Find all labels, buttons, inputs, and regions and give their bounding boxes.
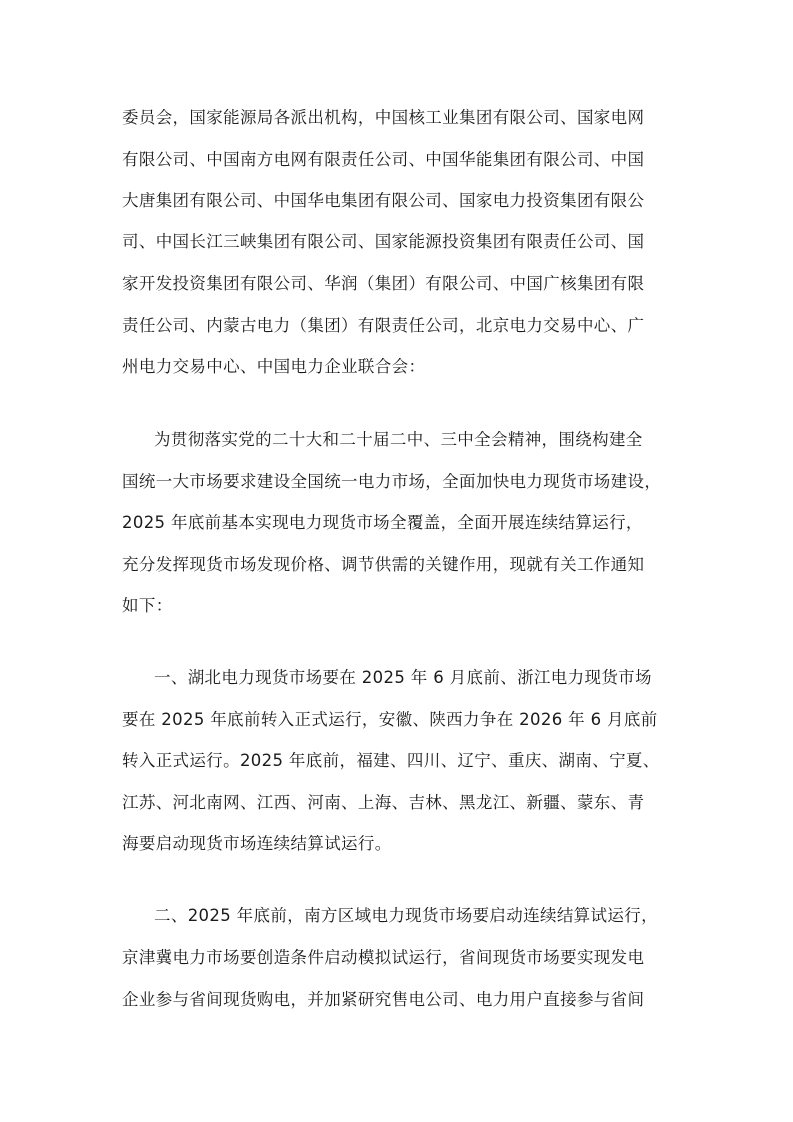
paragraph-line: 州电力交易中心、中国电力企业联合会：	[122, 357, 426, 376]
paragraph-line: 海要启动现货市场连续结算试运行。	[122, 834, 392, 853]
paragraph-line: 大唐集团有限公司、中国华电集团有限公司、国家电力投资集团有限公	[122, 191, 645, 210]
paragraph-line: 要在 2025 年底前转入正式运行，安徽、陕西力争在 2026 年 6 月底前	[122, 710, 658, 729]
paragraph-line: 为贯彻落实党的二十大和二十届二中、三中全会精神，围绕构建全	[154, 430, 643, 449]
paragraph-line: 江苏、河北南网、江西、河南、上海、吉林、黑龙江、新疆、蒙东、青	[122, 793, 645, 812]
paragraph-line: 京津冀电力市场要创造条件启动模拟试运行，省间现货市场要实现发电	[122, 948, 645, 967]
paragraph-line: 家开发投资集团有限公司、华润（集团）有限公司、中国广核集团有限	[122, 274, 645, 293]
paragraph-line: 一、湖北电力现货市场要在 2025 年 6 月底前、浙江电力现货市场	[154, 668, 652, 687]
paragraph-line: 责任公司、内蒙古电力（集团）有限责任公司，北京电力交易中心、广	[122, 316, 645, 335]
paragraph-line: 如下：	[122, 596, 173, 615]
paragraph-line: 委员会，国家能源局各派出机构，中国核工业集团有限公司、国家电网	[122, 108, 645, 127]
paragraph-line: 转入正式运行。2025 年底前，福建、四川、辽宁、重庆、湖南、宁夏、	[122, 751, 660, 770]
paragraph-line: 二、2025 年底前，南方区域电力现货市场要启动连续结算试运行，	[154, 906, 658, 925]
paragraph-line: 国统一大市场要求建设全国统一电力市场，全面加快电力现货市场建设，	[122, 472, 662, 491]
paragraph-line: 充分发挥现货市场发现价格、调节供需的关键作用，现就有关工作通知	[122, 555, 645, 574]
paragraph-line: 企业参与省间现货购电，并加紧研究售电公司、电力用户直接参与省间	[122, 990, 645, 1009]
paragraph-line: 2025 年底前基本实现电力现货市场全覆盖，全面开展连续结算运行，	[122, 513, 643, 532]
paragraph-line: 有限公司、中国南方电网有限责任公司、中国华能集团有限公司、中国	[122, 150, 645, 169]
paragraph-line: 司、中国长江三峡集团有限公司、国家能源投资集团有限责任公司、国	[122, 232, 645, 251]
